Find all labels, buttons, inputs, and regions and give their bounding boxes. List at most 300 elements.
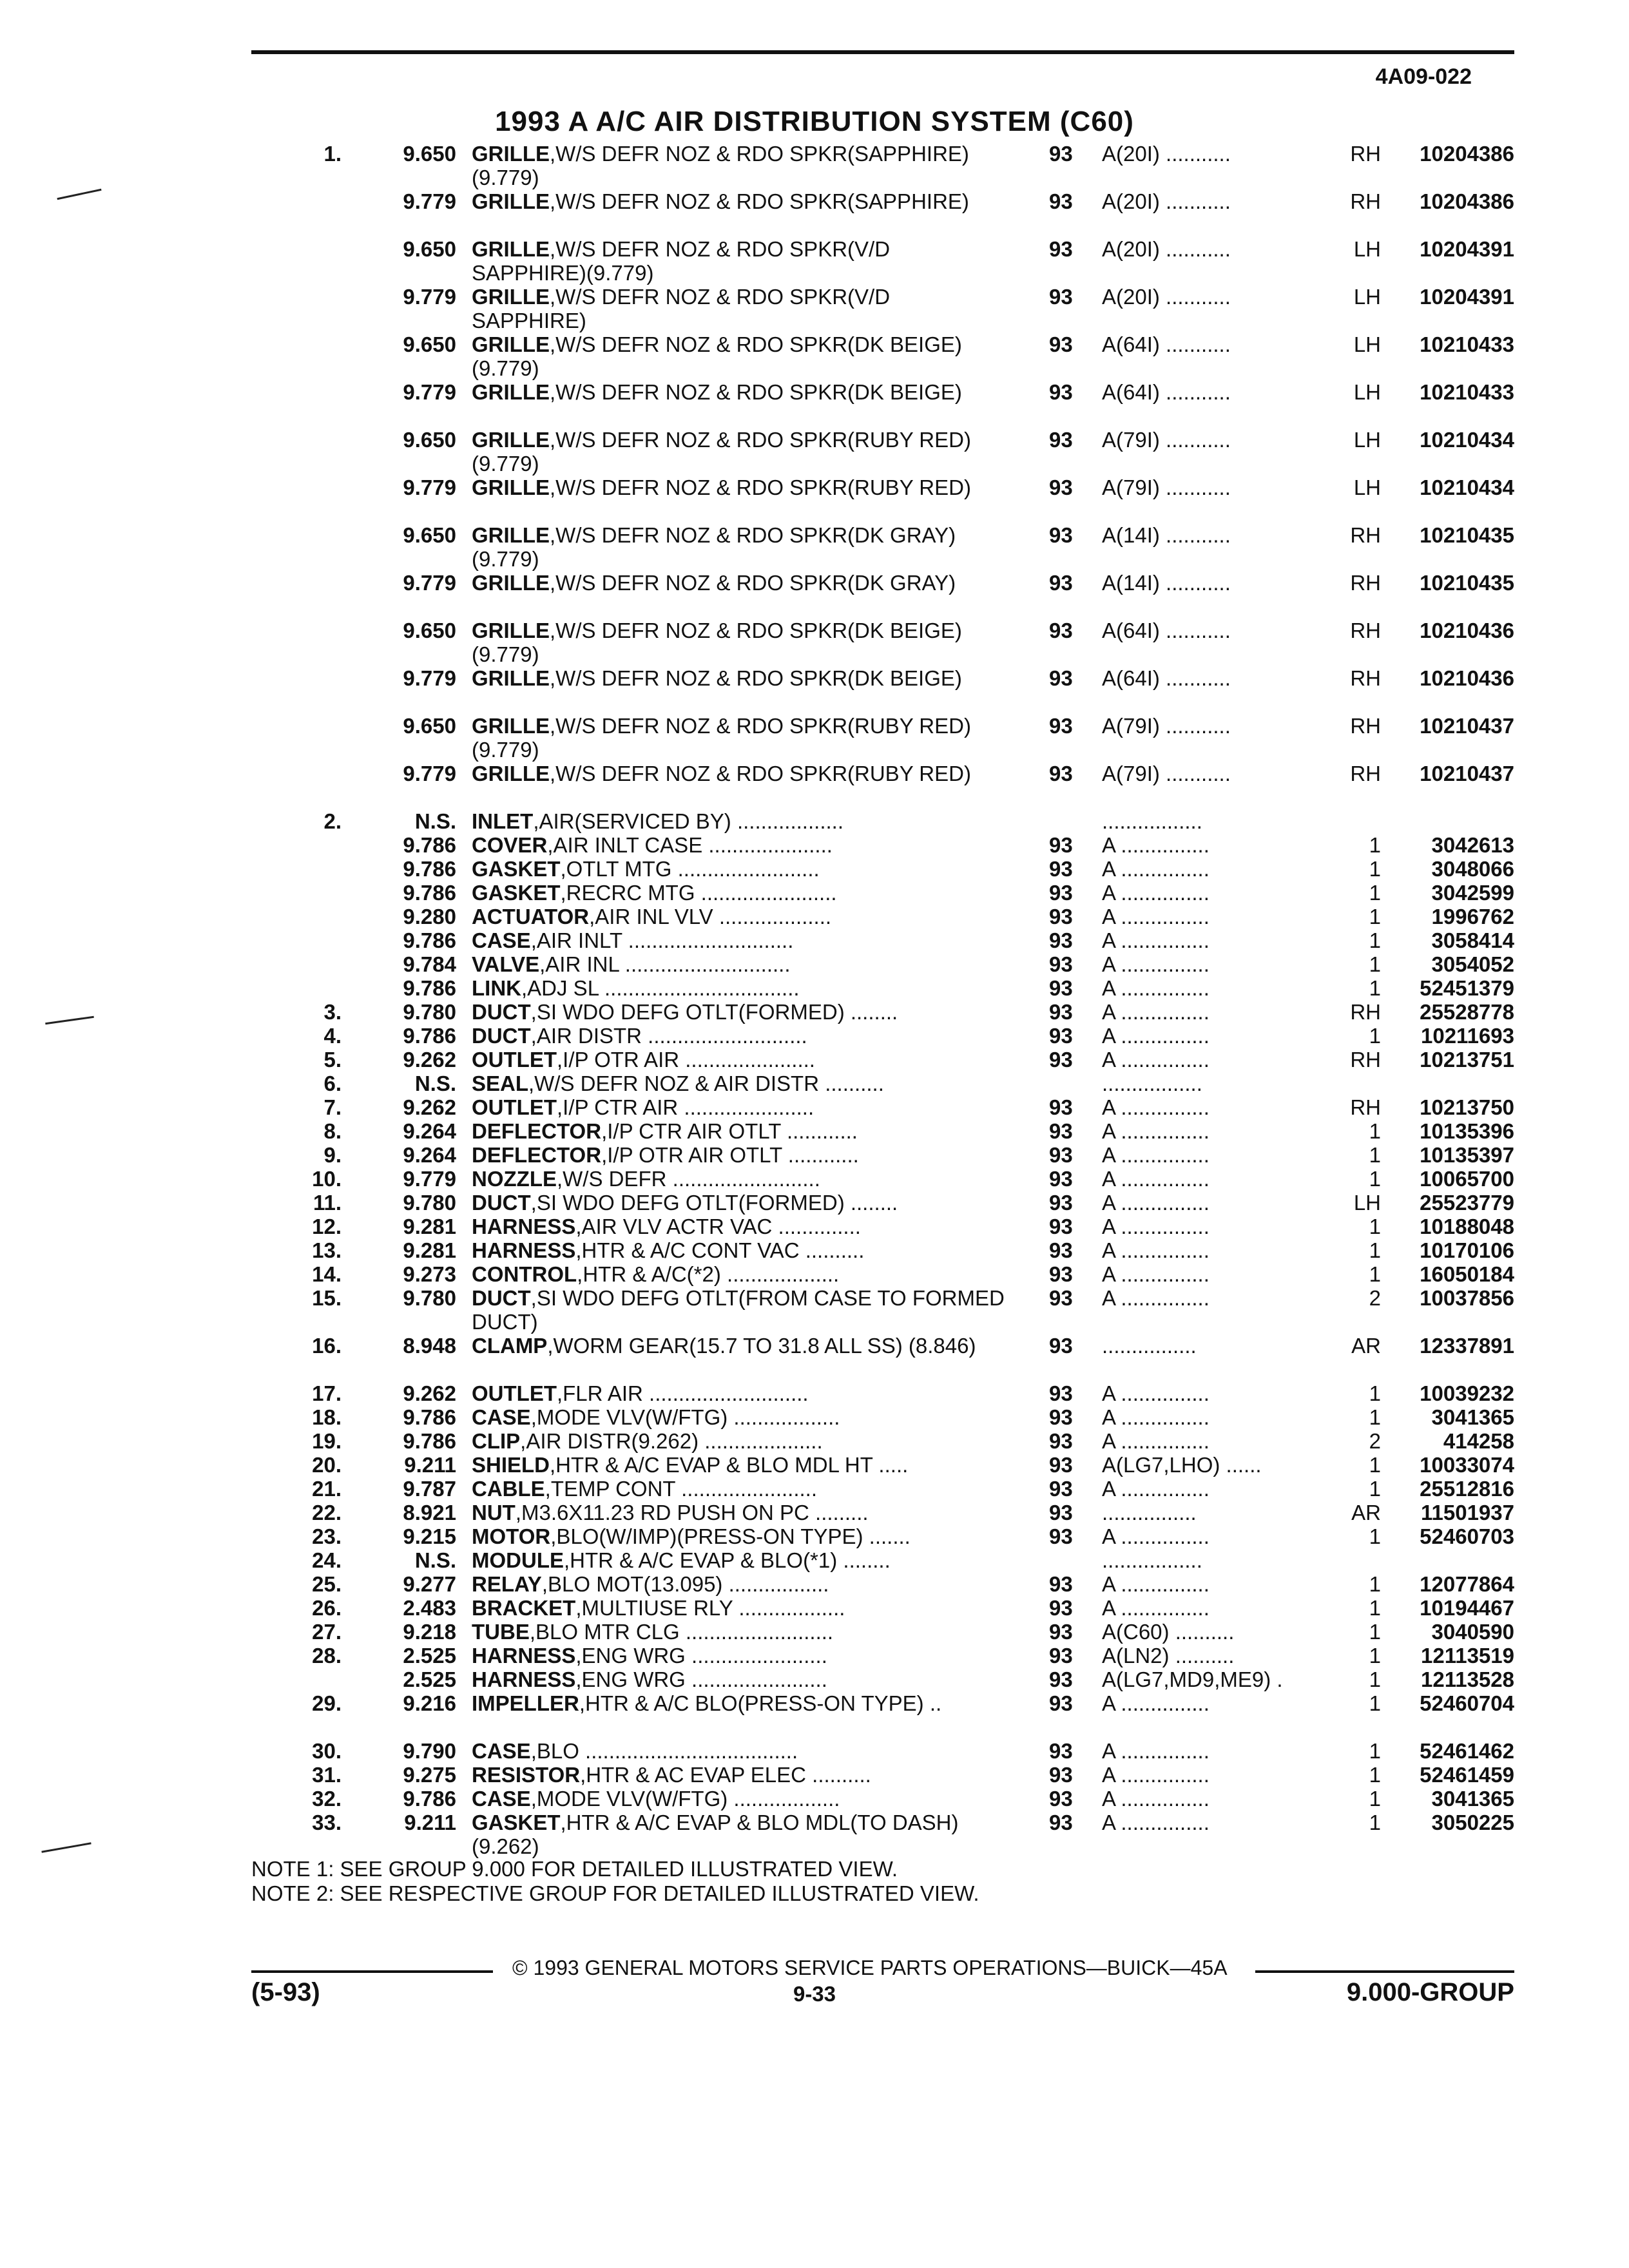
model-year: 93 (1049, 1811, 1073, 1834)
part-number: 10210437 (1420, 714, 1514, 738)
part-detail: ,MODE VLV(W/FTG) .................. (530, 1405, 840, 1429)
part-number: 10039232 (1420, 1381, 1514, 1405)
group-number: N.S. (414, 809, 456, 833)
part-description (472, 1095, 1007, 1119)
part-name: GRILLE (472, 428, 550, 452)
quantity: 1 (1369, 1787, 1381, 1811)
quantity: 1 (1369, 1739, 1381, 1763)
ref-number: 26. (312, 1596, 342, 1620)
part-name: GRILLE (472, 762, 550, 785)
series-code: A ............... (1102, 1572, 1210, 1596)
part-detail: ,AIR DISTR ........................... (530, 1024, 807, 1048)
part-detail: ,RECRC MTG ....................... (560, 881, 837, 905)
part-description (472, 881, 1007, 905)
part-number: 3042599 (1431, 881, 1514, 905)
group-number: 9.786 (403, 833, 456, 857)
group-number: 9.787 (403, 1477, 456, 1501)
part-number: 10210436 (1420, 666, 1514, 690)
part-detail: ,OTLT MTG ........................ (560, 857, 820, 881)
group-number: 9.780 (403, 1286, 456, 1310)
model-year: 93 (1049, 1429, 1073, 1453)
part-detail: ,W/S DEFR ......................... (556, 1167, 820, 1191)
part-name: BRACKET (472, 1596, 576, 1620)
part-description (472, 1072, 1007, 1095)
part-detail: ,HTR & A/C CONT VAC .......... (575, 1238, 865, 1262)
series-code: A ............... (1102, 1787, 1210, 1811)
group-number: 9.780 (403, 1000, 456, 1024)
model-year: 93 (1049, 1119, 1073, 1143)
group-number: N.S. (414, 1072, 456, 1095)
quantity: 1 (1369, 1119, 1381, 1143)
part-name: DEFLECTOR (472, 1119, 602, 1143)
series-code: A ............... (1102, 1691, 1210, 1715)
part-description (472, 1453, 1007, 1477)
series-code: ................ (1102, 1334, 1197, 1358)
part-number: 10210433 (1420, 380, 1514, 404)
parts-list (0, 142, 1629, 1858)
quantity: 1 (1369, 857, 1381, 881)
ref-number: 7. (323, 1095, 342, 1119)
part-name: GRILLE (472, 380, 550, 404)
part-name: CABLE (472, 1477, 545, 1501)
part-description (472, 1215, 1007, 1238)
quantity: 1 (1369, 1262, 1381, 1286)
quantity: 1 (1369, 952, 1381, 976)
part-description (472, 571, 1007, 595)
part-detail: ,SI WDO DEFG OTLT(FORMED) ........ (530, 1191, 898, 1215)
ref-number: 14. (312, 1262, 342, 1286)
series-code: A(64I) ........... (1102, 380, 1231, 404)
group-number: 9.786 (403, 1787, 456, 1811)
model-year: 93 (1049, 1167, 1073, 1191)
group-number: 9.786 (403, 1024, 456, 1048)
group-number: 9.281 (403, 1215, 456, 1238)
parts-row (0, 1167, 1629, 1191)
part-name: OUTLET (472, 1381, 557, 1405)
series-code: A ............... (1102, 1238, 1210, 1262)
part-detail: ,BLO .................................... (530, 1739, 798, 1763)
part-description (472, 666, 1007, 690)
group-number: 9.790 (403, 1739, 456, 1763)
part-number: 10210434 (1420, 428, 1514, 452)
part-detail: ,BLO MOT(13.095) ................. (541, 1572, 829, 1596)
series-code: A(C60) .......... (1102, 1620, 1235, 1644)
part-detail: ,BLO MTR CLG ......................... (529, 1620, 834, 1644)
part-description (472, 1763, 1007, 1787)
part-name: DUCT (472, 1286, 531, 1310)
part-name: GRILLE (472, 571, 550, 595)
quantity: 1 (1369, 1405, 1381, 1429)
quantity: 1 (1369, 833, 1381, 857)
part-detail: ,I/P CTR AIR ...................... (556, 1095, 815, 1119)
ref-number: 25. (312, 1572, 342, 1596)
part-name: CASE (472, 1405, 531, 1429)
parts-row (0, 714, 1629, 762)
ref-number: 10. (312, 1167, 342, 1191)
part-number: 25512816 (1420, 1477, 1514, 1501)
parts-row (0, 1811, 1629, 1858)
part-name: TUBE (472, 1620, 530, 1644)
part-detail: ,W/S DEFR NOZ & RDO SPKR(RUBY RED)(9.779) (472, 428, 971, 476)
quantity: 1 (1369, 1524, 1381, 1548)
group-number: 9.262 (403, 1095, 456, 1119)
quantity: 1 (1369, 1143, 1381, 1167)
part-detail: ,W/S DEFR NOZ & RDO SPKR(DK GRAY) (550, 571, 956, 595)
part-detail: ,W/S DEFR NOZ & RDO SPKR(RUBY RED) (550, 762, 971, 785)
part-detail: ,W/S DEFR NOZ & AIR DISTR .......... (528, 1072, 884, 1095)
group-number: 9.650 (403, 523, 456, 547)
part-number: 52451379 (1420, 976, 1514, 1000)
part-detail: ,W/S DEFR NOZ & RDO SPKR(SAPPHIRE) (550, 189, 969, 213)
group-number: 9.650 (403, 332, 456, 356)
group-number: N.S. (414, 1548, 456, 1572)
group-number: 9.650 (403, 619, 456, 642)
part-number: 10135396 (1420, 1119, 1514, 1143)
group-number: 9.786 (403, 1429, 456, 1453)
part-description (472, 1667, 1007, 1691)
part-detail: ,AIR VLV ACTR VAC .............. (575, 1215, 861, 1238)
part-number: 10210435 (1420, 571, 1514, 595)
part-description (472, 833, 1007, 857)
model-year: 93 (1049, 1381, 1073, 1405)
series-code: A ............... (1102, 1191, 1210, 1215)
group-number: 9.780 (403, 1191, 456, 1215)
part-description (472, 1048, 1007, 1072)
part-name: GRILLE (472, 142, 550, 166)
ref-number: 3. (323, 1000, 342, 1024)
part-name: CASE (472, 1739, 531, 1763)
footer-rule-left (251, 1970, 493, 1973)
parts-row (0, 1143, 1629, 1167)
part-detail: ,W/S DEFR NOZ & RDO SPKR(DK GRAY) (9.779) (472, 523, 956, 571)
part-description (472, 1477, 1007, 1501)
part-number: 414258 (1443, 1429, 1514, 1453)
part-detail: ,WORM GEAR(15.7 TO 31.8 ALL SS) (8.846) (547, 1334, 976, 1358)
parts-row (0, 1429, 1629, 1453)
part-description (472, 1787, 1007, 1811)
model-year: 93 (1049, 428, 1073, 452)
copyright: © 1993 GENERAL MOTORS SERVICE PARTS OPERATIONS—BUICK—45A (512, 1956, 1228, 1979)
model-year: 93 (1049, 1262, 1073, 1286)
part-description (472, 1739, 1007, 1763)
series-code: A ............... (1102, 1429, 1210, 1453)
series-code: A ............... (1102, 1119, 1210, 1143)
group-number: 9.779 (403, 285, 456, 309)
part-name: GASKET (472, 857, 561, 881)
quantity: LH (1353, 332, 1381, 356)
part-name: DUCT (472, 1191, 531, 1215)
quantity: RH (1350, 571, 1381, 595)
model-year: 93 (1049, 762, 1073, 785)
part-detail: ,W/S DEFR NOZ & RDO SPKR(DK BEIGE) (550, 380, 962, 404)
parts-row (0, 523, 1629, 571)
quantity: AR (1351, 1334, 1381, 1358)
part-description (472, 762, 1007, 785)
part-number: 10210434 (1420, 476, 1514, 499)
part-name: GRILLE (472, 619, 550, 642)
parts-row (0, 237, 1629, 285)
part-name: DEFLECTOR (472, 1143, 602, 1167)
part-detail: ,HTR & A/C EVAP & BLO(*1) ........ (564, 1548, 891, 1572)
note-1: NOTE 1: SEE GROUP 9.000 FOR DETAILED ILLUSTRATED VIEW. (251, 1857, 898, 1881)
quantity: 1 (1369, 1477, 1381, 1501)
part-description (472, 1501, 1007, 1524)
part-detail: ,HTR & A/C EVAP & BLO MDL(TO DASH)(9.262) (472, 1811, 959, 1858)
parts-row (0, 332, 1629, 380)
ref-number: 8. (323, 1119, 342, 1143)
part-description (472, 1691, 1007, 1715)
parts-row (0, 1334, 1629, 1381)
part-name: SHIELD (472, 1453, 550, 1477)
model-year: 93 (1049, 571, 1073, 595)
group-number: 9.779 (403, 1167, 456, 1191)
quantity: RH (1350, 523, 1381, 547)
series-code: ................. (1102, 1072, 1202, 1095)
part-name: NOZZLE (472, 1167, 557, 1191)
quantity: 2 (1369, 1286, 1381, 1310)
model-year: 93 (1049, 285, 1073, 309)
parts-row (0, 1119, 1629, 1143)
group-number: 2.525 (403, 1644, 456, 1667)
group-number: 9.650 (403, 142, 456, 166)
parts-row (0, 1644, 1629, 1667)
parts-row (0, 1787, 1629, 1811)
model-year: 93 (1049, 189, 1073, 213)
quantity: RH (1350, 189, 1381, 213)
group-number: 9.211 (404, 1811, 456, 1834)
parts-row (0, 1572, 1629, 1596)
model-year: 93 (1049, 1453, 1073, 1477)
part-name: GASKET (472, 881, 561, 905)
part-name: DUCT (472, 1024, 531, 1048)
model-year: 93 (1049, 1286, 1073, 1310)
parts-row (0, 1215, 1629, 1238)
quantity: 1 (1369, 905, 1381, 928)
group-number: 9.786 (403, 928, 456, 952)
model-year: 93 (1049, 833, 1073, 857)
part-description (472, 1143, 1007, 1167)
part-number: 12113528 (1420, 1667, 1514, 1691)
series-code: A ............... (1102, 1000, 1210, 1024)
part-detail: ,AIR INL VLV ................... (589, 905, 832, 928)
part-number: 10065700 (1420, 1167, 1514, 1191)
part-name: GRILLE (472, 237, 550, 261)
series-code: A ............... (1102, 952, 1210, 976)
parts-row (0, 1191, 1629, 1215)
ref-number: 30. (312, 1739, 342, 1763)
quantity: 1 (1369, 976, 1381, 1000)
part-description (472, 476, 1007, 499)
parts-row (0, 142, 1629, 189)
part-description (472, 1548, 1007, 1572)
part-description (472, 523, 1007, 571)
model-year: 93 (1049, 1215, 1073, 1238)
quantity: 1 (1369, 1572, 1381, 1596)
model-year: 93 (1049, 1667, 1073, 1691)
parts-row (0, 928, 1629, 952)
model-year: 93 (1049, 1405, 1073, 1429)
part-description (472, 952, 1007, 976)
part-number: 25528778 (1420, 1000, 1514, 1024)
model-year: 93 (1049, 1000, 1073, 1024)
part-name: NUT (472, 1501, 516, 1524)
part-name: HARNESS (472, 1644, 576, 1667)
ref-number: 22. (312, 1501, 342, 1524)
quantity: LH (1353, 1191, 1381, 1215)
parts-row (0, 1763, 1629, 1787)
part-description (472, 976, 1007, 1000)
model-year: 93 (1049, 1739, 1073, 1763)
part-name: COVER (472, 833, 548, 857)
ref-number: 20. (312, 1453, 342, 1477)
quantity: RH (1350, 1000, 1381, 1024)
document-number: 4A09-022 (1375, 64, 1472, 89)
model-year: 93 (1049, 714, 1073, 738)
part-number: 10204386 (1420, 142, 1514, 166)
series-code: ................. (1102, 1548, 1202, 1572)
series-code: A(79I) ........... (1102, 476, 1231, 499)
part-number: 10033074 (1420, 1453, 1514, 1477)
parts-row (0, 833, 1629, 857)
group-number: 2.525 (403, 1667, 456, 1691)
part-description (472, 928, 1007, 952)
parts-row (0, 1262, 1629, 1286)
model-year: 93 (1049, 619, 1073, 642)
part-detail: ,ENG WRG ....................... (575, 1667, 827, 1691)
part-detail: ,W/S DEFR NOZ & RDO SPKR(SAPPHIRE)(9.779) (472, 142, 969, 189)
part-description (472, 1000, 1007, 1024)
ref-number: 32. (312, 1787, 342, 1811)
part-description (472, 1572, 1007, 1596)
series-code: A(20I) ........... (1102, 285, 1231, 309)
part-description (472, 1191, 1007, 1215)
series-code: A ............... (1102, 1167, 1210, 1191)
part-number: 10210437 (1420, 762, 1514, 785)
parts-row (0, 189, 1629, 237)
series-code: A ............... (1102, 1095, 1210, 1119)
ref-number: 27. (312, 1620, 342, 1644)
quantity: 1 (1369, 1453, 1381, 1477)
quantity: 1 (1369, 1596, 1381, 1620)
part-description (472, 380, 1007, 404)
part-detail: ,AIR DISTR(9.262) .................... (520, 1429, 823, 1453)
part-number: 52461459 (1420, 1763, 1514, 1787)
model-year: 93 (1049, 380, 1073, 404)
page-number: 9-33 (793, 1982, 836, 2006)
notes (251, 1857, 979, 1906)
part-detail: ,FLR AIR ........................... (556, 1381, 809, 1405)
ref-number: 33. (312, 1811, 342, 1834)
parts-row (0, 428, 1629, 476)
ref-number: 24. (312, 1548, 342, 1572)
part-name: ACTUATOR (472, 905, 590, 928)
series-code: A(14I) ........... (1102, 523, 1231, 547)
part-detail: ,TEMP CONT ....................... (545, 1477, 818, 1501)
part-detail: ,I/P CTR AIR OTLT ............ (601, 1119, 858, 1143)
part-description (472, 1596, 1007, 1620)
quantity: RH (1350, 762, 1381, 785)
model-year: 93 (1049, 1143, 1073, 1167)
group-number: 9.779 (403, 762, 456, 785)
part-description (472, 189, 1007, 213)
parts-row (0, 1739, 1629, 1763)
quantity: 1 (1369, 1763, 1381, 1787)
part-detail: ,ADJ SL ................................. (521, 976, 800, 1000)
parts-row (0, 666, 1629, 714)
quantity: RH (1350, 714, 1381, 738)
part-number: 10210436 (1420, 619, 1514, 642)
series-code: ................ (1102, 1501, 1197, 1524)
series-code: A(20I) ........... (1102, 189, 1231, 213)
part-number: 3040590 (1431, 1620, 1514, 1644)
part-name: HARNESS (472, 1238, 576, 1262)
group-number: 8.948 (403, 1334, 456, 1358)
part-name: GRILLE (472, 714, 550, 738)
parts-row (0, 809, 1629, 833)
part-number: 12077864 (1420, 1572, 1514, 1596)
ref-number: 28. (312, 1644, 342, 1667)
parts-row (0, 1477, 1629, 1501)
group-number: 9.218 (403, 1620, 456, 1644)
part-number: 16050184 (1420, 1262, 1514, 1286)
part-number: 12113519 (1420, 1644, 1514, 1667)
quantity: AR (1351, 1501, 1381, 1524)
part-number: 3050225 (1431, 1811, 1514, 1834)
model-year: 93 (1049, 1095, 1073, 1119)
part-description (472, 1620, 1007, 1644)
part-detail: ,BLO(W/IMP)(PRESS-ON TYPE) ....... (550, 1524, 911, 1548)
group-number: 9.786 (403, 976, 456, 1000)
group-number: 8.921 (403, 1501, 456, 1524)
part-name: HARNESS (472, 1215, 576, 1238)
part-number: 3042613 (1431, 833, 1514, 857)
part-name: CASE (472, 1787, 531, 1811)
part-number: 10204391 (1420, 237, 1514, 261)
series-code: A(64I) ........... (1102, 619, 1231, 642)
series-code: A ............... (1102, 1596, 1210, 1620)
model-year: 93 (1049, 666, 1073, 690)
part-description (472, 714, 1007, 762)
part-number: 10210435 (1420, 523, 1514, 547)
quantity: RH (1350, 142, 1381, 166)
part-name: VALVE (472, 952, 540, 976)
part-name: CASE (472, 928, 531, 952)
part-number: 52460704 (1420, 1691, 1514, 1715)
group-number: 9.650 (403, 237, 456, 261)
ref-number: 17. (312, 1381, 342, 1405)
part-name: MOTOR (472, 1524, 551, 1548)
note-2: NOTE 2: SEE RESPECTIVE GROUP FOR DETAILED ILLUSTRATED VIEW. (251, 1881, 979, 1905)
footer-rule-right (1255, 1970, 1514, 1973)
series-code: A ............... (1102, 1477, 1210, 1501)
part-name: RESISTOR (472, 1763, 581, 1787)
parts-row (0, 1620, 1629, 1644)
header-rule (251, 50, 1514, 54)
group-number: 9.275 (403, 1763, 456, 1787)
quantity: 1 (1369, 1238, 1381, 1262)
series-code: A(64I) ........... (1102, 666, 1231, 690)
part-number: 10135397 (1420, 1143, 1514, 1167)
parts-row (0, 1501, 1629, 1524)
group-number: 9.779 (403, 189, 456, 213)
quantity: RH (1350, 1048, 1381, 1072)
part-description (472, 1429, 1007, 1453)
part-description (472, 1286, 1007, 1334)
part-description (472, 857, 1007, 881)
series-code: A ............... (1102, 1286, 1210, 1310)
series-code: A(64I) ........... (1102, 332, 1231, 356)
part-detail: ,MODE VLV(W/FTG) .................. (530, 1787, 840, 1811)
